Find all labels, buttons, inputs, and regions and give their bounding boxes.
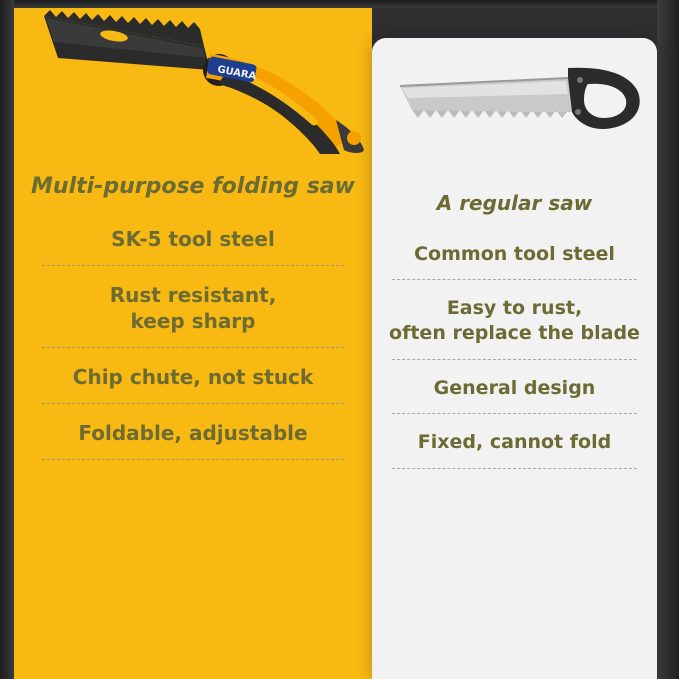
- folding-saw-image: [14, 8, 372, 158]
- left-row-1-line-1: SK-5 tool steel: [111, 226, 275, 251]
- right-row-4: [372, 414, 657, 469]
- right-product-panel: [372, 38, 657, 679]
- left-row-1: [14, 210, 372, 266]
- frame-left-edge: [0, 0, 14, 679]
- left-row-2-line-2: keep sharp: [130, 308, 256, 333]
- left-row-2: [14, 266, 372, 348]
- right-row-2-line-2: often replace the blade: [389, 321, 640, 344]
- left-row-3: [14, 348, 372, 404]
- right-row-1-line-1: Common tool steel: [414, 242, 615, 265]
- left-row-4-line-1: Foldable, adjustable: [78, 420, 308, 445]
- row-divider: [392, 468, 637, 469]
- right-row-4-line-1: Fixed, cannot fold: [417, 431, 612, 454]
- right-row-1: [372, 226, 657, 281]
- frame-top-edge: [0, 0, 679, 8]
- left-row-3-line-1: Chip chute, not stuck: [72, 364, 314, 389]
- regular-saw-image: [372, 38, 657, 170]
- left-product-panel: [14, 8, 372, 679]
- right-row-3: [372, 360, 657, 415]
- right-row-2-line-1: Easy to rust,: [446, 297, 583, 320]
- left-row-2-line-1: Rust resistant,: [109, 282, 277, 307]
- right-row-2: [372, 280, 657, 359]
- row-divider: [42, 459, 344, 460]
- left-row-4: [14, 404, 372, 460]
- left-feature-list: [14, 158, 372, 460]
- left-heading: Multi-purpose folding saw: [31, 174, 355, 199]
- right-heading: A regular saw: [436, 191, 593, 215]
- svg-text:GUARA: GUARA: [216, 64, 258, 83]
- frame-right-edge: [657, 0, 679, 679]
- right-row-3-line-1: General design: [433, 376, 596, 399]
- right-feature-list: [372, 170, 657, 469]
